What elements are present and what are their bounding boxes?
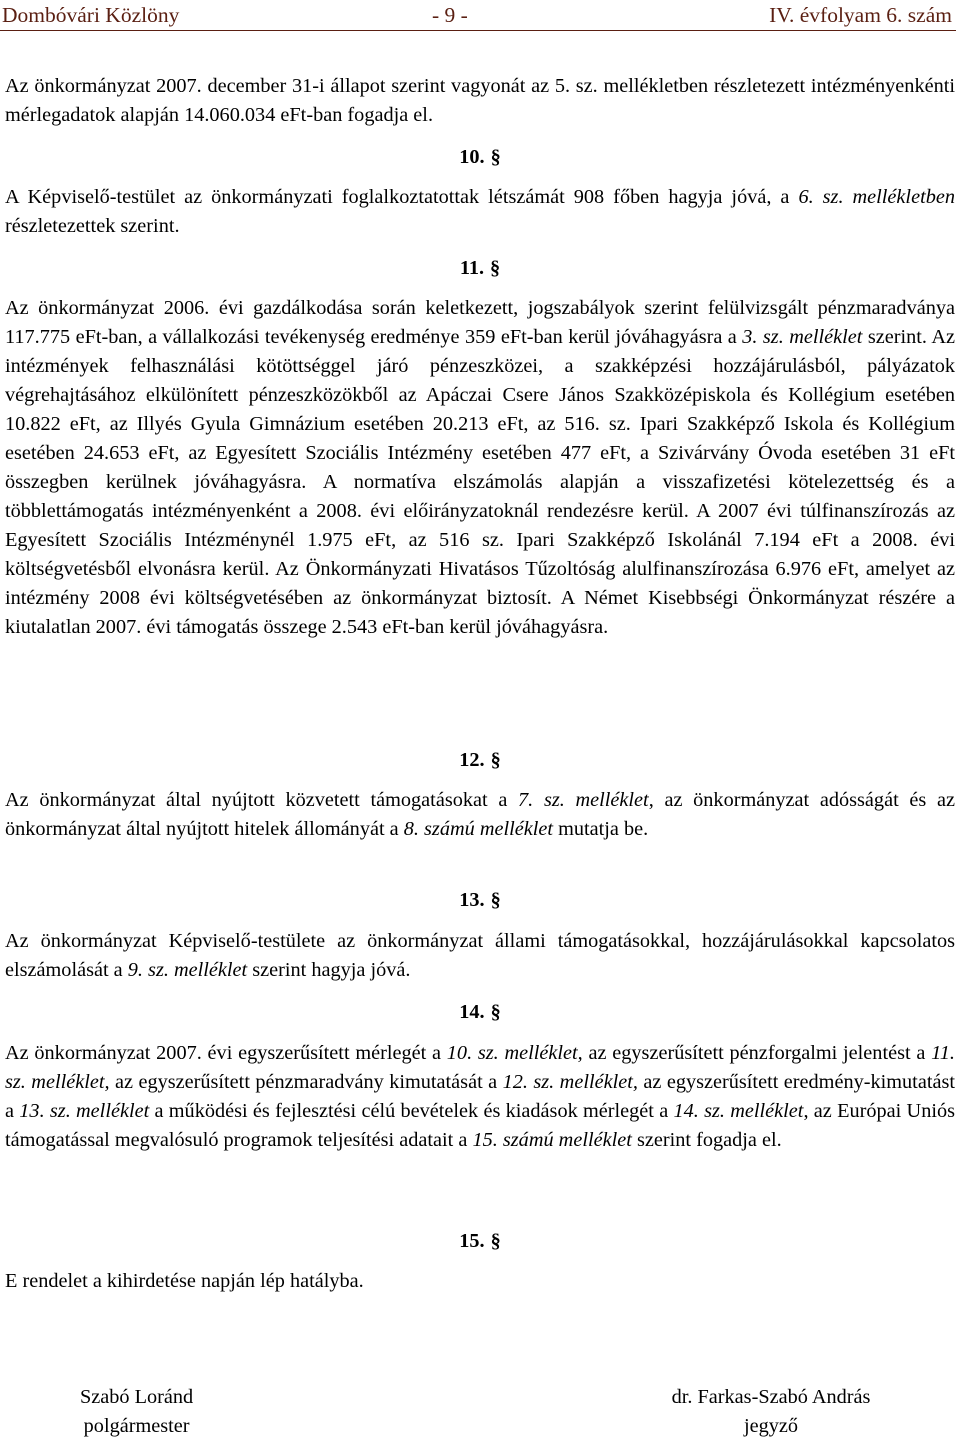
section-sign-icon: § bbox=[490, 889, 501, 911]
section-sign-icon: § bbox=[490, 1230, 501, 1252]
text-run: az egyszerűsített pénzforgalmi jelentést a bbox=[582, 1042, 932, 1064]
annex-reference: 7. sz. melléklet bbox=[518, 789, 649, 811]
text-run: Az önkormányzat által nyújtott közvetett támogatásokat a bbox=[5, 789, 519, 811]
notary-title: jegyző bbox=[743, 1415, 799, 1437]
section-11-heading bbox=[0, 254, 960, 283]
section-sign-icon: § bbox=[490, 146, 501, 168]
section-number: 14. bbox=[459, 1001, 485, 1023]
text-run: szerint. Az intézmények felhasználási kötöttséggel járó pénzeszközei, a szakképzési hozzájárulásból, pályázatok végrehajtásához elkülönített pénzeszközökből az Apáczai Csere János Szakközépiskola és Kollégium esetében 10.822 eFt, az Illyés Gyula Gimnázium esetében 20.213 eFt, az 516. sz. Ipari Szakképző Iskola és Kollégium esetében 24.653 eFt, az Egyesített Szociális Intézmény esetében 477 eFt, a Szivárvány Óvoda esetében 31 eFt összegben kerülnek jóváhagyásra. A normatíva elszámolás alapján a visszafizetési kötelezettség és a többlettámogatás intézményenként a 2008. évi előirányzatoknál rendezésre kerül. A 2007 évi túlfinanszírozás az Egyesített Szociális Intézménynél 1.975 eFt, az 516 sz. Ipari Szakképző Iskolánál 7.194 eFt a 2008. évi költségvetésből elvonásra kerül. Az Önkormányzati Hivatásos Tűzoltóság alulfinanszírozása 6.976 eFt, amelyet az intézmény 2008 évi költségvetésében az önkormányzat biztosít. A Német Kisebbségi Önkormányzat részére a kiutalatlan 2007. évi támogatás összege 2.543 eFt-ban kerül jóváhagyásra. bbox=[5, 326, 955, 638]
section-number: 15. bbox=[459, 1230, 485, 1252]
text-run: a működési és fejlesztési célú bevételek és kiadások mérlegét a bbox=[149, 1100, 674, 1122]
annex-reference: 10. sz. melléklet, bbox=[446, 1042, 583, 1064]
section-number: 12. bbox=[459, 749, 485, 771]
notary-signature-block bbox=[645, 1383, 897, 1441]
text-run: A Képviselő-testület az önkormányzati foglalkoztatottak létszámát 908 főben hagyja jóvá, a bbox=[5, 186, 799, 208]
section-13-text bbox=[5, 927, 955, 985]
section-15-heading bbox=[0, 1227, 960, 1256]
annex-reference: 6. sz. mellékletben bbox=[798, 186, 955, 208]
section-14-text bbox=[5, 1039, 955, 1155]
annex-reference: 3. sz. melléklet bbox=[742, 326, 863, 348]
section-number: 13. bbox=[459, 889, 485, 911]
section-12-heading bbox=[0, 746, 960, 775]
text-run: részletezettek szerint. bbox=[5, 215, 180, 237]
section-14-heading bbox=[0, 998, 960, 1027]
text-run: Az önkormányzat Képviselő-testülete az önkormányzat állami támogatásokkal, hozzájárulásokkal kapcsolatos elszámolását a bbox=[5, 930, 955, 981]
section-10-heading bbox=[0, 143, 960, 172]
annex-reference: 11. sz. melléklet, bbox=[5, 1042, 955, 1093]
section-10-text bbox=[5, 183, 955, 241]
volume-issue: IV. évfolyam 6. szám bbox=[769, 3, 952, 27]
text-run: az egyszerűsített eredmény-kimutatást a bbox=[5, 1071, 955, 1122]
text-run: , az Európai Uniós támogatással megvalósuló programok teljesítési adatait a bbox=[5, 1100, 955, 1151]
text-run: Az önkormányzat 2007. évi egyszerűsített mérlegét a bbox=[5, 1042, 447, 1064]
section-sign-icon: § bbox=[490, 257, 501, 279]
section-12-text bbox=[5, 786, 955, 844]
annex-reference: 12. sz. melléklet, bbox=[502, 1071, 638, 1093]
mayor-name: Szabó Loránd bbox=[80, 1386, 194, 1408]
text-run: szerint hagyja jóvá. bbox=[247, 959, 411, 981]
mayor-title: polgármester bbox=[83, 1415, 190, 1437]
publication-title: Dombóvári Közlöny bbox=[2, 3, 180, 27]
text-run: , az önkormányzat adósságát és az önkormányzat által nyújtott hitelek állományát a bbox=[5, 789, 956, 840]
notary-name: dr. Farkas-Szabó András bbox=[671, 1386, 871, 1408]
annex-reference: 13. sz. melléklet bbox=[19, 1100, 150, 1122]
section-sign-icon: § bbox=[490, 1001, 501, 1023]
mayor-signature-block bbox=[80, 1383, 193, 1441]
page-number: - 9 - bbox=[432, 3, 468, 27]
section-13-heading bbox=[0, 886, 960, 915]
section-15-text: E rendelet a kihirdetése napján lép hatályba. bbox=[5, 1270, 364, 1292]
section-11-text bbox=[5, 294, 955, 642]
text-run: mutatja be. bbox=[553, 818, 649, 840]
annex-reference: 9. sz. melléklet bbox=[127, 959, 248, 981]
section-number: 10. bbox=[459, 146, 485, 168]
section-sign-icon: § bbox=[490, 749, 501, 771]
annex-reference: 15. számú melléklet bbox=[472, 1129, 632, 1151]
intro-paragraph: Az önkormányzat 2007. december 31-i állapot szerint vagyonát az 5. sz. mellékletben részletezett intézményenkénti mérlegadatok alapján 14.060.034 eFt-ban fogadja el. bbox=[5, 75, 955, 126]
annex-reference: 14. sz. melléklet bbox=[673, 1100, 804, 1122]
text-run: szerint fogadja el. bbox=[631, 1129, 782, 1151]
annex-reference: 8. számú melléklet bbox=[403, 818, 554, 840]
text-run: Az önkormányzat 2006. évi gazdálkodása során keletkezett, jogszabályok szerint felülvizsgált pénzmaradványa 117.775 eFt-ban, a vállalkozási tevékenység eredménye 359 eFt-ban kerül jóváhagyásra a bbox=[5, 297, 955, 348]
section-number: 11. bbox=[459, 257, 485, 279]
running-header bbox=[0, 0, 956, 31]
text-run: az egyszerűsített pénzmaradvány kimutatását a bbox=[109, 1071, 503, 1093]
